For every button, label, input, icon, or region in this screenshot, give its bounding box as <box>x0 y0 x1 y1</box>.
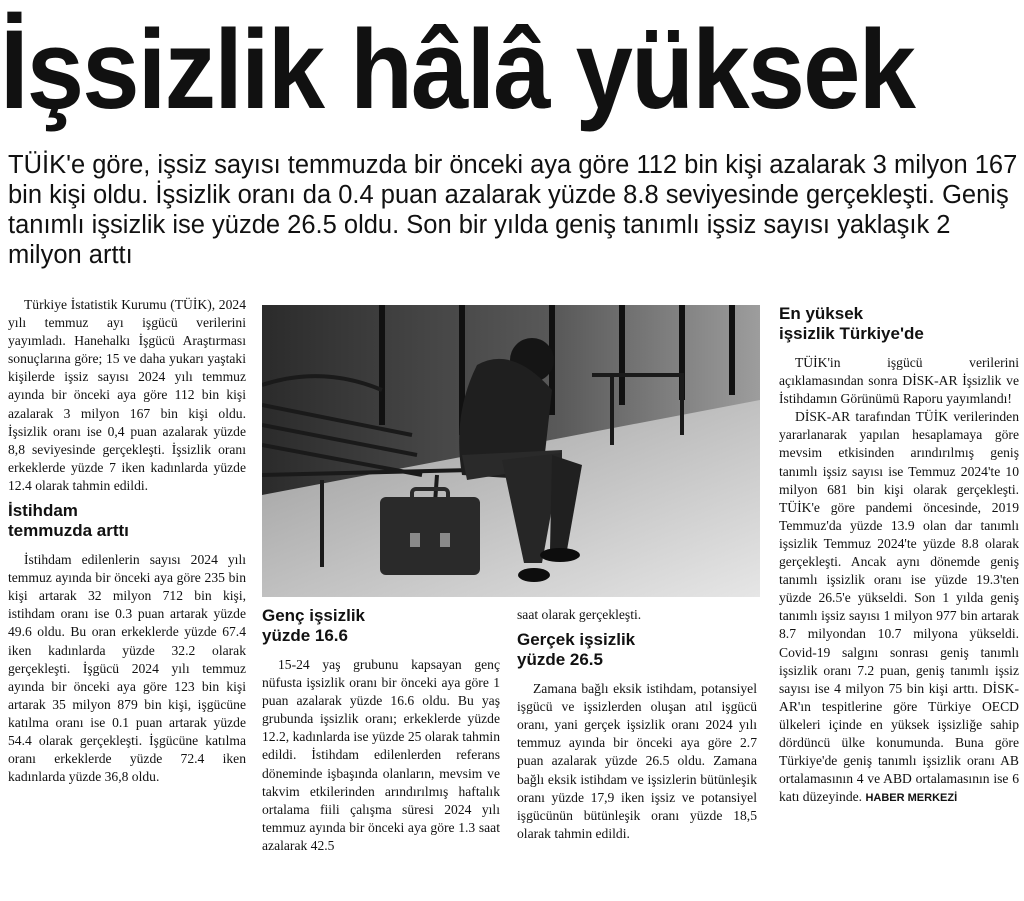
subheading-genc-issizlik <box>262 606 500 646</box>
article-column-3 <box>517 606 757 843</box>
column-1-paragraph-2: İstihdam edilenlerin sayısı 2024 yılı temmuz ayında bir önceki aya göre 235 bin kişi artarak 32 milyon 712 bin kişi, istihdam oranı ise 0.3 puan artarak yüzde 49.6 oldu. Bu oran erkeklerde yüzde 67.4 iken kadınlarda yüzde 32.2 olarak gerçekleşti. İşgücü 2024 yılı temmuz ayında bir önceki aya göre 123 bin kişi artarak 35 milyon 879 bin kişi, işgücüne katılma oranı ise 0.1 puan artarak yüzde 54.4 olarak gerçekleşti. İşgücüne katılma oranı erkeklerde yüzde 72.4 iken kadınlarda yüzde 36,8 oldu. <box>8 552 246 785</box>
headline: İşsizlik hâlâ yüksek <box>0 7 915 132</box>
subheading-gercek-issizlik <box>517 630 757 670</box>
subheading-gercek-line-2: yüzde 26.5 <box>517 650 603 670</box>
article-column-1 <box>8 296 246 786</box>
column-2-paragraph-1: 15-24 yaş grubunu kapsayan genç nüfusta işsizlik oranı bir önceki aya göre 1 puan azalarak yüzde 16.6 oldu. Bu yaş grubunda işsizlik oranı; erkeklerde yüzde 12.2, kadınlarda ise yüzde 25 olarak tahmin edildi. İstihdam edilenlerden referans döneminde işbaşında olanların, mevsim ve takvim etkilerinden arındırılmış haftalık ortalama fiili çalışma süresi 2024 yılı temmuz ayında bir önceki aya göre 1.3 saat azalarak 42.5 <box>262 657 500 853</box>
column-4-paragraph-1: TÜİK'in işgücü verilerini açıklamasından sonra DİSK-AR İşsizlik ve İstihdamın Görünümü Raporu yayımlandı! <box>779 355 1019 407</box>
subheading-gercek-line-1: Gerçek işsizlik <box>517 630 636 650</box>
photo-illustration <box>262 305 760 597</box>
subheading-istihdam-line-1: İstihdam <box>8 501 78 521</box>
subheading-en-yuksek <box>779 304 1019 344</box>
subheading-en-yuksek-line-2: işsizlik Türkiye'de <box>779 324 924 343</box>
briefcase <box>380 489 480 575</box>
byline-credit: HABER MERKEZİ <box>865 792 958 805</box>
subheading-istihdam-line-2: temmuzda arttı <box>8 521 129 541</box>
subheading-istihdam <box>8 501 246 541</box>
column-1-paragraph-1: Türkiye İstatistik Kurumu (TÜİK), 2024 yılı temmuz ayı işgücü verilerini yayımladı. Hanehalkı İşgücü Araştırması sonuçlarına göre; 15 ve daha yukarı yaştaki kişilerde işsiz sayısı 2024 yılı temmuz ayında bir önceki aya göre 112 bin kişi azalarak 3 milyon 167 bin kişi oldu. İşsizlik oranı ise 0,4 puan azalarak yüzde 8,8 seviyesinde gerçekleşti. İşsizlik oranı erkeklerde yüzde 7 iken kadınlarda yüzde 12.4 olarak tahmin edildi. <box>8 297 246 493</box>
lede: TÜİK'e göre, işsiz sayısı temmuzda bir önceki aya göre 112 bin kişi azalarak 3 milyon 167 bin kişi oldu. İşsizlik oranı da 0.4 puan azalarak yüzde 8.8 seviyesinde gerçekleşti. Geniş tanımlı işsizlik ise yüzde 26.5 oldu. Son bir yılda geniş tanımlı işsiz sayısı yaklaşık 2 milyon arttı <box>8 151 1018 269</box>
column-3-continuation: saat olarak gerçekleşti. <box>517 607 642 622</box>
column-3-paragraph-1: Zamana bağlı eksik istihdam, potansiyel işgücü ve işsizlerden oluşan atıl işgücü oranı, yani gerçek işsizlik oranı 2024 yılı temmuz ayında bir önceki aya göre 2.7 puan azalarak yüzde 26.5 oldu. Zamana bağlı eksik istihdam ve işsizlerin bütünleşik oranı yüzde 17,9 iken işsiz ve potansiyel işgücünün bütünleşik oranı yüzde 18,5 olarak tahmin edildi. <box>517 681 757 841</box>
article-column-4 <box>779 304 1019 807</box>
column-4-paragraph-2-text: DİSK-AR tarafından TÜİK verilerinden yararlanarak yapılan hesaplamaya göre mevsim etkisinden arındırılmış geniş tanımlı işsiz sayısı ise Temmuz 2024'te 10 milyon 681 bin kişi olarak gerçekleşti. TÜİK'e göre pandemi öncesinde, 2019 Temmuz'da yüzde 13.9 olan dar tanımlı işsizlik Temmuz 2024'te yüzde 8.8 olarak gerçekleşti. Ancak aynı dönemde geniş tanımlı işsizlik oranı ise yüzde 19.3'ten yüzde 26.5'e yükseldi. Son 1 yılda geniş tanımlı işsiz sayısı 1 milyon 977 bin artarak 8.7 milyondan 10.7 milyona yükseldi. Covid-19 salgını sonrası geniş tanımlı işsizlik oranı 7.2 puan, geniş tanımlı işsiz sayısı ise 4 milyon 75 bin kişi arttı. DİSK-AR'ın tespitlerine göre Türkiye OECD ülkeleri içinde en yüksek işsizliğe sahip dördüncü ülke konumunda. Buna göre Türkiye'de geniş tanımlı işsizlik oranı AB ortalamasının 4 ve ABD ortalamasının ise 6 katı düzeyinde. <box>779 409 1019 805</box>
column-4-paragraph-2 <box>779 408 1019 807</box>
article-column-2 <box>262 606 500 855</box>
news-photo <box>262 305 760 597</box>
subheading-genc-line-2: yüzde 16.6 <box>262 626 348 645</box>
subheading-en-yuksek-line-1: En yüksek <box>779 304 864 323</box>
subheading-genc-line-1: Genç işsizlik <box>262 606 365 625</box>
